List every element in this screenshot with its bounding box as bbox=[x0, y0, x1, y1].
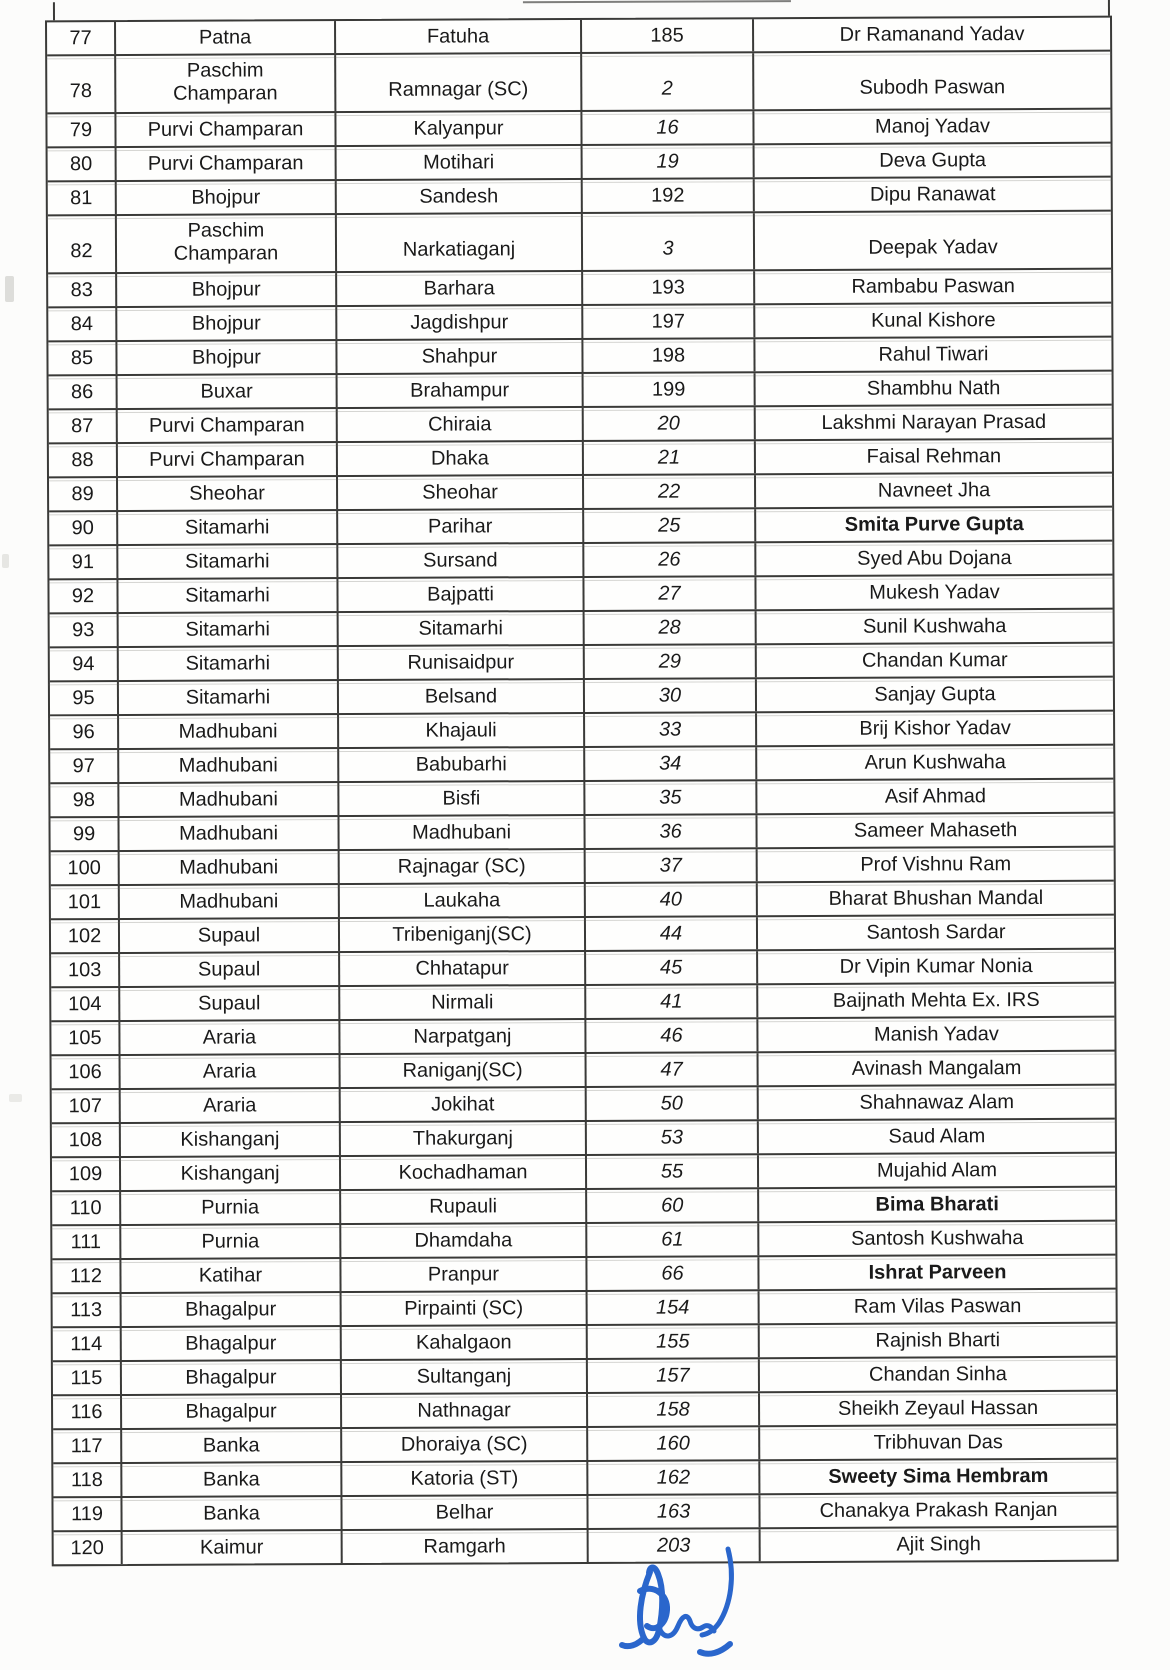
district-cell: Bhagalpur bbox=[120, 1293, 340, 1326]
constituency-cell: Nathnagar bbox=[340, 1394, 586, 1427]
serial-cell: 110 bbox=[69, 1196, 102, 1219]
candidate-name-cell: Dr Vipin Kumar Nonia bbox=[756, 950, 1114, 984]
candidate-name-cell: Chandan Kumar bbox=[755, 644, 1113, 678]
candidate-name-cell: Lakshmi Narayan Prasad bbox=[754, 406, 1112, 440]
constituency-cell: Rupauli bbox=[339, 1190, 585, 1223]
table-row bbox=[50, 642, 1113, 681]
constituency-number-cell: 3 bbox=[581, 213, 753, 270]
table-row bbox=[49, 438, 1112, 477]
constituency-cell: Dhaka bbox=[336, 442, 582, 475]
district-cell: Bhagalpur bbox=[120, 1327, 340, 1360]
cut-off-row-right-border bbox=[1108, 0, 1110, 16]
candidate-name-cell: Ajit Singh bbox=[759, 1528, 1117, 1562]
serial-cell: 119 bbox=[71, 1502, 104, 1525]
district-cell: Purvi Champaran bbox=[116, 409, 336, 442]
constituency-cell: Bisfi bbox=[337, 782, 583, 815]
constituency-number-cell: 21 bbox=[582, 441, 754, 474]
constituency-cell: Sultanganj bbox=[340, 1360, 586, 1393]
table-row bbox=[49, 472, 1112, 511]
constituency-cell: Ramnagar (SC) bbox=[334, 54, 580, 111]
serial-cell: 88 bbox=[71, 448, 94, 471]
serial-cell: 96 bbox=[72, 720, 95, 743]
constituency-cell: Thakurganj bbox=[339, 1122, 585, 1155]
district-cell: Araria bbox=[118, 1021, 338, 1054]
serial-cell: 106 bbox=[68, 1060, 102, 1083]
constituency-number-cell: 40 bbox=[584, 883, 756, 916]
table-row bbox=[48, 142, 1111, 181]
district-cell: Madhubani bbox=[117, 817, 337, 850]
constituency-cell: Belsand bbox=[337, 680, 583, 713]
candidate-name-cell: Deepak Yadav bbox=[753, 212, 1111, 270]
table-row bbox=[49, 506, 1112, 545]
constituency-cell: Ramgarh bbox=[341, 1530, 587, 1563]
serial-cell: 77 bbox=[69, 26, 92, 49]
serial-cell: 115 bbox=[70, 1366, 103, 1389]
constituency-cell: Shahpur bbox=[335, 340, 581, 373]
serial-cell: 101 bbox=[67, 890, 102, 913]
serial-cell: 89 bbox=[71, 482, 94, 505]
table-row bbox=[48, 336, 1111, 375]
constituency-cell: Nirmali bbox=[338, 986, 584, 1019]
district-cell: Sitamarhi bbox=[116, 545, 336, 578]
scan-artifact bbox=[9, 1094, 22, 1102]
candidate-name-cell: Sanjay Gupta bbox=[755, 678, 1113, 712]
constituency-number-cell: 158 bbox=[586, 1393, 758, 1426]
table-row bbox=[51, 1016, 1114, 1055]
district-cell: Sitamarhi bbox=[117, 647, 337, 680]
district-cell: Supaul bbox=[118, 953, 338, 986]
serial-cell: 78 bbox=[69, 80, 92, 103]
district-cell: Bhojpur bbox=[115, 273, 335, 306]
table-row bbox=[49, 404, 1112, 443]
district-cell: Bhagalpur bbox=[120, 1361, 340, 1394]
constituency-cell: Chiraia bbox=[336, 408, 582, 441]
district-cell: Paschim Champaran bbox=[115, 215, 335, 272]
constituency-number-cell: 192 bbox=[581, 179, 753, 212]
candidate-name-cell: Brij Kishor Yadav bbox=[755, 712, 1113, 746]
candidate-name-cell: Navneet Jha bbox=[754, 474, 1112, 508]
constituency-cell: Fatuha bbox=[334, 20, 580, 53]
serial-cell: 117 bbox=[70, 1434, 103, 1457]
candidate-name-cell: Asif Ahmad bbox=[755, 780, 1113, 814]
constituency-number-cell: 60 bbox=[585, 1189, 757, 1222]
candidate-name-cell: Arun Kushwaha bbox=[755, 746, 1113, 780]
constituency-number-cell: 20 bbox=[582, 407, 754, 440]
constituency-cell: Narkatiaganj bbox=[335, 214, 581, 271]
table-row bbox=[51, 948, 1114, 987]
table-row bbox=[48, 302, 1111, 341]
signature-stroke bbox=[700, 1644, 730, 1654]
constituency-number-cell: 66 bbox=[585, 1257, 757, 1290]
district-cell: Sitamarhi bbox=[117, 613, 337, 646]
constituency-cell: Sandesh bbox=[335, 180, 581, 213]
constituency-number-cell: 157 bbox=[586, 1359, 758, 1392]
table-row bbox=[50, 676, 1113, 715]
candidate-name-cell: Chandan Sinha bbox=[758, 1358, 1116, 1392]
table-row bbox=[52, 1050, 1115, 1089]
district-cell: Araria bbox=[119, 1089, 339, 1122]
table-row bbox=[53, 1424, 1116, 1463]
signature-stroke bbox=[660, 1616, 714, 1636]
constituency-cell: Raniganj(SC) bbox=[339, 1054, 585, 1087]
constituency-number-cell: 162 bbox=[586, 1461, 758, 1494]
district-cell: Kishanganj bbox=[119, 1123, 339, 1156]
constituency-number-cell: 26 bbox=[582, 543, 754, 576]
district-cell: Purnia bbox=[119, 1225, 339, 1258]
candidate-name-cell: Manoj Yadav bbox=[752, 110, 1110, 144]
constituency-cell: Kahalgaon bbox=[340, 1326, 586, 1359]
serial-cell: 103 bbox=[67, 958, 102, 981]
constituency-cell: Motihari bbox=[335, 146, 581, 179]
serial-cell: 90 bbox=[71, 516, 94, 539]
serial-cell: 114 bbox=[70, 1332, 103, 1355]
candidate-name-cell: Shahnawaz Alam bbox=[757, 1086, 1115, 1120]
table-row bbox=[52, 1152, 1115, 1191]
constituency-cell: Runisaidpur bbox=[337, 646, 583, 679]
district-cell: Purvi Champaran bbox=[115, 147, 335, 180]
candidate-name-cell: Manish Yadav bbox=[756, 1018, 1114, 1052]
signature-stroke bbox=[640, 1589, 667, 1628]
candidate-name-cell: Sweety Sima Hembram bbox=[758, 1460, 1116, 1494]
table-row bbox=[53, 1322, 1116, 1361]
constituency-cell: Jokihat bbox=[339, 1088, 585, 1121]
serial-cell: 93 bbox=[71, 618, 95, 641]
constituency-cell: Belhar bbox=[340, 1496, 586, 1529]
district-cell: Madhubani bbox=[117, 749, 337, 782]
table-row bbox=[52, 1254, 1115, 1293]
constituency-number-cell: 163 bbox=[586, 1495, 758, 1528]
constituency-cell: Parihar bbox=[336, 510, 582, 543]
constituency-number-cell: 199 bbox=[582, 373, 754, 406]
district-cell: Purnia bbox=[119, 1191, 339, 1224]
candidate-name-cell: Shambhu Nath bbox=[754, 372, 1112, 406]
candidate-name-cell: Faisal Rehman bbox=[754, 440, 1112, 474]
constituency-cell: Laukaha bbox=[338, 884, 584, 917]
table-row bbox=[53, 1458, 1116, 1497]
district-cell: Banka bbox=[120, 1497, 340, 1530]
constituency-number-cell: 46 bbox=[584, 1019, 756, 1052]
table-row bbox=[52, 1186, 1115, 1225]
candidate-name-cell: Rajnish Bharti bbox=[758, 1324, 1116, 1358]
table-row bbox=[51, 880, 1114, 919]
candidate-name-cell: Ram Vilas Paswan bbox=[758, 1290, 1116, 1324]
constituency-number-cell: 33 bbox=[583, 713, 755, 746]
candidate-name-cell: Tribhuvan Das bbox=[758, 1426, 1116, 1460]
district-cell: Madhubani bbox=[118, 885, 338, 918]
district-cell: Sitamarhi bbox=[117, 681, 337, 714]
constituency-number-cell: 45 bbox=[584, 951, 756, 984]
table-row bbox=[50, 778, 1113, 817]
table-row bbox=[48, 176, 1111, 215]
constituency-number-cell: 19 bbox=[581, 145, 753, 178]
constituency-number-cell: 203 bbox=[587, 1529, 759, 1562]
constituency-number-cell: 53 bbox=[585, 1121, 757, 1154]
table-row bbox=[50, 744, 1113, 783]
candidate-table-wrap bbox=[45, 16, 1119, 1567]
constituency-number-cell: 22 bbox=[582, 475, 754, 508]
serial-cell: 87 bbox=[71, 414, 94, 437]
constituency-number-cell: 47 bbox=[585, 1053, 757, 1086]
table-row bbox=[53, 1492, 1116, 1531]
candidate-name-cell: Rahul Tiwari bbox=[753, 338, 1111, 372]
table-row bbox=[53, 1288, 1116, 1327]
candidate-name-cell: Dr Ramanand Yadav bbox=[752, 18, 1110, 52]
district-cell: Araria bbox=[119, 1055, 339, 1088]
district-cell: Sitamarhi bbox=[116, 511, 336, 544]
cut-off-row-top-line bbox=[523, 0, 791, 3]
table-row bbox=[52, 1084, 1115, 1123]
serial-cell: 100 bbox=[67, 856, 101, 879]
constituency-number-cell: 44 bbox=[584, 917, 756, 950]
constituency-number-cell: 27 bbox=[582, 577, 754, 610]
candidate-name-cell: Ishrat Parveen bbox=[757, 1256, 1115, 1290]
constituency-cell: Barhara bbox=[335, 272, 581, 305]
table-row bbox=[51, 982, 1114, 1021]
constituency-number-cell: 16 bbox=[580, 111, 752, 144]
table-row bbox=[50, 812, 1113, 851]
candidate-name-cell: Syed Abu Dojana bbox=[754, 542, 1112, 576]
signature-stroke bbox=[622, 1638, 644, 1646]
constituency-cell: Pranpur bbox=[339, 1258, 585, 1291]
district-cell: Madhubani bbox=[117, 715, 337, 748]
constituency-number-cell: 193 bbox=[581, 271, 753, 304]
candidate-name-cell: Sunil Kushwaha bbox=[755, 610, 1113, 644]
constituency-cell: Babubarhi bbox=[337, 748, 583, 781]
scan-artifact bbox=[5, 276, 14, 302]
constituency-cell: Dhamdaha bbox=[339, 1224, 585, 1257]
table-row bbox=[49, 574, 1112, 613]
serial-cell: 108 bbox=[68, 1128, 103, 1151]
serial-cell: 99 bbox=[72, 822, 96, 845]
district-cell: Katihar bbox=[119, 1259, 339, 1292]
candidate-name-cell: Chanakya Prakash Ranjan bbox=[758, 1494, 1116, 1528]
candidate-table bbox=[45, 16, 1119, 1567]
district-cell: Supaul bbox=[118, 919, 338, 952]
table-row bbox=[52, 1220, 1115, 1259]
district-cell: Sitamarhi bbox=[116, 579, 336, 612]
constituency-number-cell: 2 bbox=[580, 53, 752, 110]
serial-cell: 98 bbox=[72, 788, 96, 811]
serial-cell: 112 bbox=[69, 1264, 102, 1287]
candidate-name-cell: Dipu Ranawat bbox=[753, 178, 1111, 212]
constituency-cell: Kalyanpur bbox=[334, 112, 580, 145]
signature-stroke bbox=[640, 1567, 662, 1642]
constituency-number-cell: 30 bbox=[583, 679, 755, 712]
candidate-name-cell: Bharat Bhushan Mandal bbox=[756, 882, 1114, 916]
constituency-number-cell: 155 bbox=[586, 1325, 758, 1358]
table-row bbox=[52, 1118, 1115, 1157]
candidate-name-cell: Avinash Mangalam bbox=[757, 1052, 1115, 1086]
serial-cell: 84 bbox=[70, 312, 94, 335]
table-row bbox=[53, 1390, 1116, 1429]
constituency-cell: Narpatganj bbox=[338, 1020, 584, 1053]
table-row bbox=[50, 608, 1113, 647]
serial-cell: 85 bbox=[70, 346, 94, 369]
serial-cell: 83 bbox=[70, 278, 93, 301]
constituency-cell: Kochadhaman bbox=[339, 1156, 585, 1189]
candidate-name-cell: Baijnath Mehta Ex. IRS bbox=[756, 984, 1114, 1018]
serial-cell: 79 bbox=[69, 118, 93, 141]
serial-cell: 109 bbox=[68, 1162, 103, 1185]
district-cell: Buxar bbox=[116, 375, 336, 408]
constituency-number-cell: 25 bbox=[582, 509, 754, 542]
serial-cell: 91 bbox=[71, 550, 95, 573]
constituency-number-cell: 35 bbox=[583, 781, 755, 814]
candidate-name-cell: Rambabu Paswan bbox=[753, 270, 1111, 304]
constituency-number-cell: 41 bbox=[584, 985, 756, 1018]
serial-cell: 120 bbox=[70, 1536, 104, 1559]
table-row bbox=[54, 1526, 1117, 1565]
constituency-number-cell: 55 bbox=[585, 1155, 757, 1188]
constituency-number-cell: 198 bbox=[581, 339, 753, 372]
district-cell: Sheohar bbox=[116, 477, 336, 510]
constituency-number-cell: 29 bbox=[583, 645, 755, 678]
constituency-cell: Bajpatti bbox=[336, 578, 582, 611]
constituency-number-cell: 160 bbox=[586, 1427, 758, 1460]
table-row bbox=[48, 210, 1111, 273]
constituency-cell: Dhoraiya (SC) bbox=[340, 1428, 586, 1461]
constituency-cell: Tribeniganj(SC) bbox=[338, 918, 584, 951]
candidate-name-cell: Smita Purve Gupta bbox=[754, 508, 1112, 542]
table-row bbox=[51, 846, 1114, 885]
constituency-cell: Sheohar bbox=[336, 476, 582, 509]
district-cell: Bhojpur bbox=[115, 341, 335, 374]
constituency-cell: Chhatapur bbox=[338, 952, 584, 985]
table-row bbox=[49, 540, 1112, 579]
serial-cell: 113 bbox=[70, 1298, 103, 1321]
table-row bbox=[47, 50, 1110, 113]
constituency-number-cell: 34 bbox=[583, 747, 755, 780]
district-cell: Purvi Champaran bbox=[114, 113, 334, 146]
candidate-name-cell: Santosh Kushwaha bbox=[757, 1222, 1115, 1256]
district-cell: Bhojpur bbox=[115, 181, 335, 214]
constituency-cell: Jagdishpur bbox=[335, 306, 581, 339]
district-cell: Paschim Champaran bbox=[114, 55, 334, 112]
serial-cell: 86 bbox=[70, 380, 94, 403]
candidate-name-cell: Bima Bharati bbox=[757, 1188, 1115, 1222]
constituency-cell: Sursand bbox=[336, 544, 582, 577]
constituency-cell: Madhubani bbox=[337, 816, 583, 849]
candidate-name-cell: Mukesh Yadav bbox=[754, 576, 1112, 610]
serial-cell: 82 bbox=[70, 240, 93, 263]
district-cell: Kishanganj bbox=[119, 1157, 339, 1190]
district-cell: Kaimur bbox=[121, 1531, 341, 1564]
serial-cell: 116 bbox=[70, 1400, 103, 1423]
district-cell: Banka bbox=[120, 1463, 340, 1496]
district-cell: Banka bbox=[120, 1429, 340, 1462]
constituency-cell: Rajnagar (SC) bbox=[338, 850, 584, 883]
scan-artifact bbox=[2, 554, 9, 568]
table-row bbox=[48, 268, 1111, 307]
constituency-number-cell: 28 bbox=[583, 611, 755, 644]
serial-cell: 97 bbox=[72, 754, 95, 777]
candidate-name-cell: Santosh Sardar bbox=[756, 916, 1114, 950]
district-cell: Purvi Champaran bbox=[116, 443, 336, 476]
candidate-name-cell: Sheikh Zeyaul Hassan bbox=[758, 1392, 1116, 1426]
serial-cell: 102 bbox=[67, 924, 102, 947]
serial-cell: 104 bbox=[68, 992, 102, 1015]
serial-cell: 105 bbox=[68, 1026, 102, 1049]
candidate-name-cell: Sameer Mahaseth bbox=[755, 814, 1113, 848]
district-cell: Bhagalpur bbox=[120, 1395, 340, 1428]
table-row bbox=[47, 108, 1110, 147]
constituency-number-cell: 37 bbox=[584, 849, 756, 882]
candidate-name-cell: Deva Gupta bbox=[753, 144, 1111, 178]
cut-off-row-left-border bbox=[53, 2, 55, 20]
constituency-number-cell: 36 bbox=[583, 815, 755, 848]
table-row bbox=[50, 710, 1113, 749]
candidate-name-cell: Prof Vishnu Ram bbox=[756, 848, 1114, 882]
table-row bbox=[51, 914, 1114, 953]
candidate-name-cell: Mujahid Alam bbox=[757, 1154, 1115, 1188]
constituency-number-cell: 185 bbox=[580, 19, 752, 52]
constituency-cell: Katoria (ST) bbox=[340, 1462, 586, 1495]
candidate-name-cell: Subodh Paswan bbox=[752, 52, 1110, 110]
serial-cell: 111 bbox=[70, 1230, 102, 1253]
district-cell: Madhubani bbox=[118, 851, 338, 884]
serial-cell: 95 bbox=[72, 686, 95, 709]
serial-cell: 107 bbox=[68, 1094, 102, 1117]
candidate-name-cell: Kunal Kishore bbox=[753, 304, 1111, 338]
constituency-cell: Khajauli bbox=[337, 714, 583, 747]
constituency-number-cell: 197 bbox=[581, 305, 753, 338]
district-cell: Madhubani bbox=[117, 783, 337, 816]
constituency-cell: Brahampur bbox=[336, 374, 582, 407]
district-cell: Bhojpur bbox=[115, 307, 335, 340]
table-row bbox=[47, 18, 1110, 55]
constituency-number-cell: 61 bbox=[585, 1223, 757, 1256]
table-row bbox=[49, 370, 1112, 409]
constituency-number-cell: 154 bbox=[586, 1291, 758, 1324]
district-cell: Supaul bbox=[118, 987, 338, 1020]
serial-cell: 80 bbox=[69, 152, 93, 175]
serial-cell: 118 bbox=[70, 1468, 103, 1491]
constituency-cell: Pirpainti (SC) bbox=[340, 1292, 586, 1325]
constituency-number-cell: 50 bbox=[585, 1087, 757, 1120]
constituency-cell: Sitamarhi bbox=[337, 612, 583, 645]
candidate-name-cell: Saud Alam bbox=[757, 1120, 1115, 1154]
table-row bbox=[53, 1356, 1116, 1395]
serial-cell: 92 bbox=[71, 584, 95, 607]
serial-cell: 94 bbox=[72, 652, 95, 675]
serial-cell: 81 bbox=[70, 186, 93, 209]
district-cell: Patna bbox=[114, 21, 334, 54]
